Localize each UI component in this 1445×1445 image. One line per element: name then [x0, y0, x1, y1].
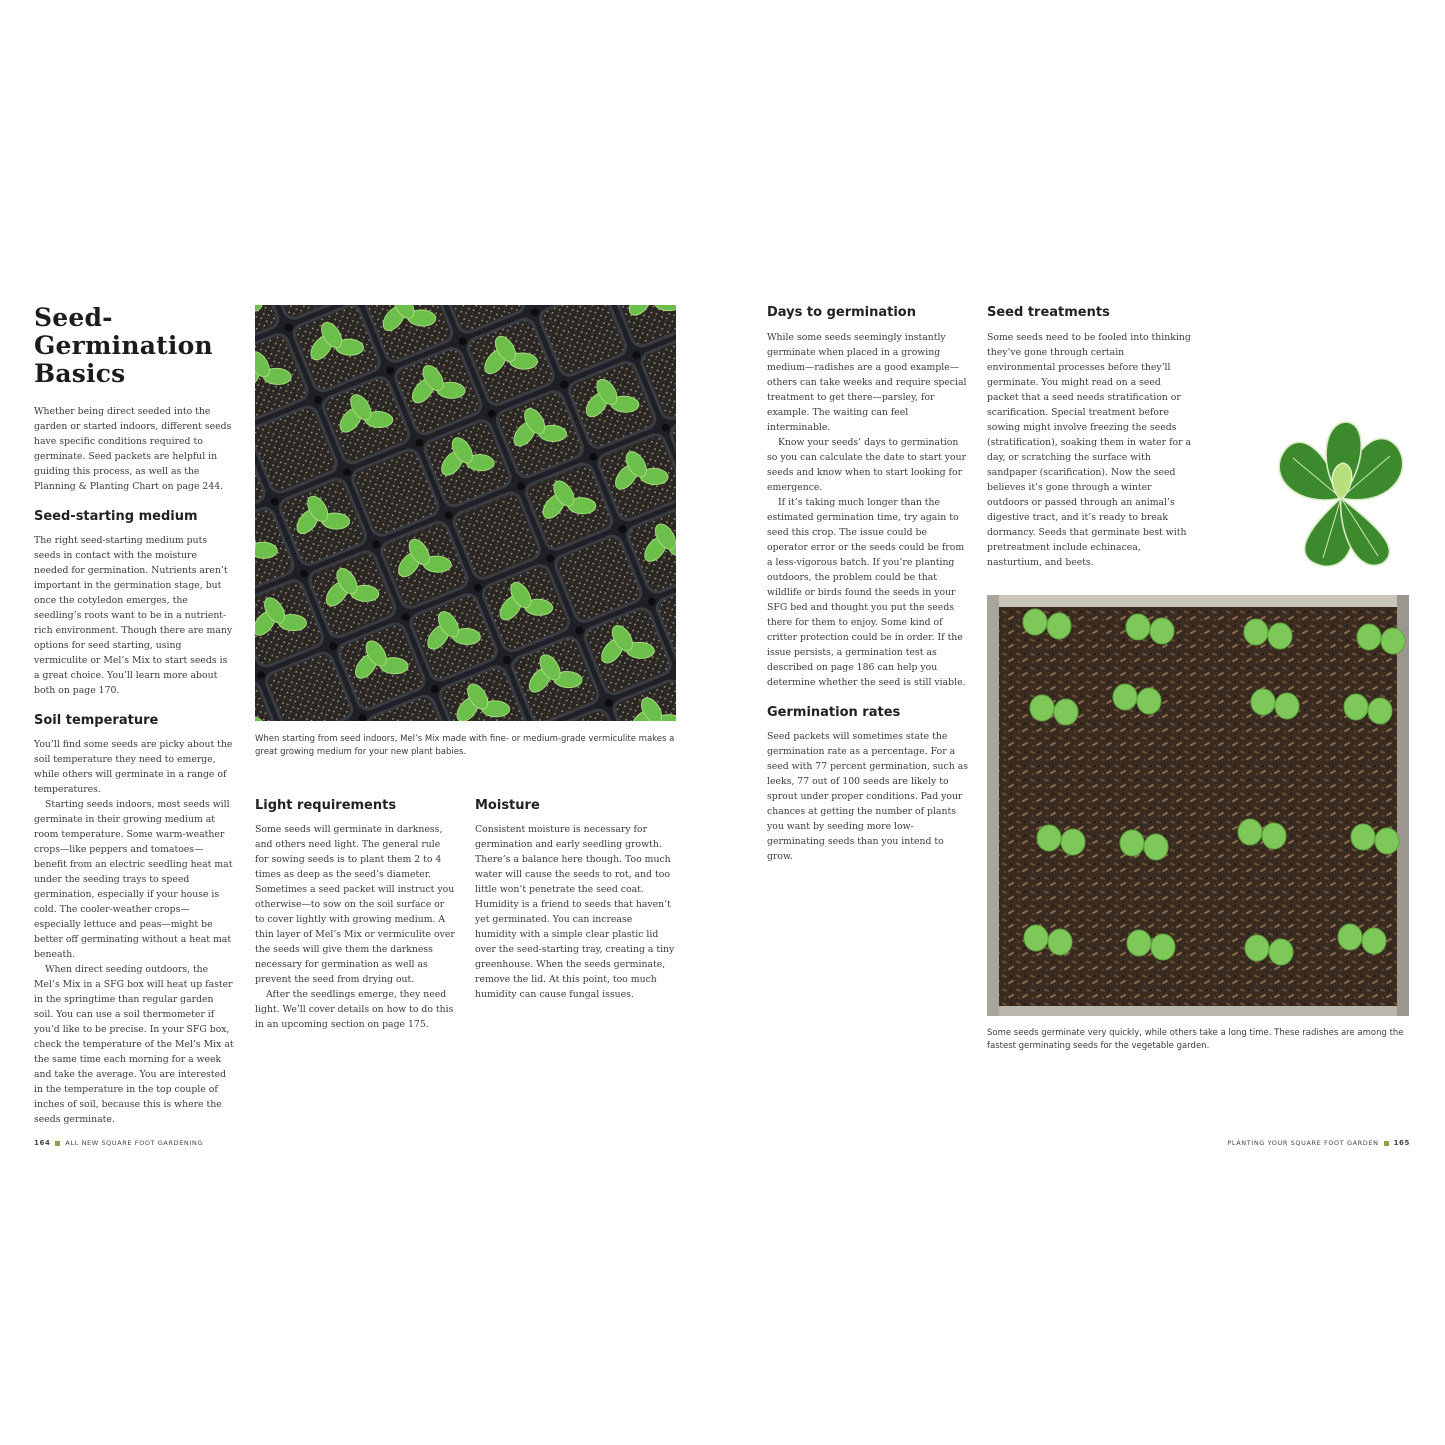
radish-leaf	[1362, 928, 1386, 954]
germination-rates-text: Seed packets will sometimes state the germination rate as a percentage. For a seed with 77 percent germination, such as leeks, 77 out of 100 seeds are likely to sprout under proper conditions. Pad your chances at getting the number of plants you want by seeding more low-germinating seeds than you intend to grow.	[767, 731, 969, 862]
heading-days-to-germination: Days to germination	[767, 305, 916, 320]
right-text-column-2	[987, 305, 1192, 570]
moisture-text: Consistent moisture is necessary for germination and early seedling growth. There’s a balance here though. Too much water will cause the seeds to rot, and too little won’t penetrate the seed coat. Humidity is a friend to seeds that haven’t yet germinated. You can increase humidity with a simple clear plastic lid over the seed-starting tray, creating a tiny greenhouse. When the seeds germinate, remove the lid. At this point, too much humidity can cause fungal issues.	[475, 824, 675, 1000]
radish-leaf	[1357, 624, 1381, 650]
heading-seed-starting-medium: Seed-starting medium	[34, 509, 198, 524]
heading-seed-treatments: Seed treatments	[987, 305, 1110, 320]
heading-light-requirements: Light requirements	[255, 798, 397, 813]
right-text-column-1	[767, 305, 970, 864]
soil-temperature-text: You’ll find some seeds are picky about the soil temperature they need to emerge, while others will germinate in a range of temperatures. Starting seeds indoors, most seeds will germinate in their growing medium at room temperature. Some warm-weather crops—like peppers and tomatoes—benefit from an electric seedling heat mat under the seeding trays to speed germination, especially if your house is cold. The cooler-weather crops—especially lettuce and peas—might be better off germinating without a heat mat beneath. When direct seeding outdoors, the Mel’s Mix in a SFG box will heat up faster in the springtime than regular garden soil. You can use a soil thermometer if you’d like to be precise. In your SFG box, check the temperature of the Mel’s Mix at the same time each morning for a week and take the average. You are interested in the temperature in the top couple of inches of soil, because this is where the seeds germinate.	[34, 739, 234, 1125]
intro-paragraph: Whether being direct seeded into the garden or started indoors, different seeds have specific conditions required to germinate. Seed packets are helpful in guiding this process, as well as the Planning & Planting Chart on page 244.	[34, 406, 232, 492]
heading-moisture: Moisture	[475, 798, 540, 813]
folio-square-icon	[55, 1141, 60, 1146]
left-folio	[34, 1139, 203, 1147]
light-requirements-text: Some seeds will germinate in darkness, and others need light. The general rule for sowing seeds is to plant them 2 to 4 times as deep as the seed’s diameter. Sometimes a seed packet will instruct you otherwise—to sow on the soil surface or to cover lightly with growing medium. A thin layer of Mel’s Mix or vermiculite over the seeds will give them the darkness necessary for germination as well as prevent the seed from drying out. After the seedlings emerge, they need light. We’ll cover details on how to do this in an upcoming section on page 175.	[255, 824, 455, 1030]
seed-tray-photo	[255, 305, 676, 721]
radish-leaf	[1351, 824, 1375, 850]
radish-leaf	[1338, 924, 1362, 950]
radish-leaf	[1023, 609, 1047, 635]
book-title-running-head: ALL NEW SQUARE FOOT GARDENING	[65, 1139, 203, 1147]
radish-leaf	[1127, 930, 1151, 956]
radish-leaf	[1037, 825, 1061, 851]
radish-bed-photo	[987, 595, 1409, 1016]
radish-leaf	[1381, 628, 1405, 654]
radish-leaf	[1061, 829, 1085, 855]
radish-leaf	[1245, 935, 1269, 961]
radish-leaf	[1120, 830, 1144, 856]
page-number-left: 164	[34, 1139, 51, 1147]
radish-leaf	[1054, 699, 1078, 725]
left-text-column	[34, 304, 234, 1127]
radish-leaf	[1126, 614, 1150, 640]
radish-leaf	[1368, 698, 1392, 724]
radish-leaf	[1269, 939, 1293, 965]
seedling-illustration	[1268, 418, 1414, 568]
radish-leaf	[1144, 834, 1168, 860]
radish-leaf	[1113, 684, 1137, 710]
seed-tray-caption: When starting from seed indoors, Mel’s Mix made with fine- or medium-grade vermiculite makes a great growing medium for your new plant babies.	[255, 734, 675, 757]
radish-leaf	[1275, 693, 1299, 719]
chapter-title-running-head: PLANTING YOUR SQUARE FOOT GARDEN	[1227, 1139, 1379, 1147]
right-folio	[1227, 1139, 1410, 1147]
radish-leaf	[1024, 925, 1048, 951]
radish-leaf	[1251, 689, 1275, 715]
radish-leaf	[1262, 823, 1286, 849]
radish-leaf	[1048, 929, 1072, 955]
folio-square-icon	[1384, 1141, 1389, 1146]
moisture-column	[475, 798, 676, 1002]
radish-leaf	[1150, 618, 1174, 644]
page-number-right: 165	[1393, 1139, 1410, 1147]
radish-leaf	[1151, 934, 1175, 960]
page-title: Seed- Germination Basics	[34, 303, 213, 388]
radish-leaf	[1344, 694, 1368, 720]
radish-leaf	[1238, 819, 1262, 845]
heading-soil-temperature: Soil temperature	[34, 713, 159, 728]
radish-leaf	[1375, 828, 1399, 854]
days-to-germination-text: While some seeds seemingly instantly germinate when placed in a growing medium—radishes are a good example—others can take weeks and require special treatment to get there—parsley, for example. The waiting can feel interminable. Know your seeds’ days to germination so you can calculate the date to start your seeds and know when to start looking for emergence. If it’s taking much longer than the estimated germination time, try again to seed this crop. The issue could be operator error or the seeds could be from a less-vigorous batch. If you’re planting outdoors, the problem could be that wildlife or birds found the seeds in your SFG bed and thought you put the seeds there for them to enjoy. Some kind of critter protection could be in order. If the issue persists, a germination test as described on page 186 can help you determine whether the seed is still viable.	[767, 332, 967, 688]
radish-leaf	[1047, 613, 1071, 639]
radish-leaf	[1030, 695, 1054, 721]
radish-leaf	[1268, 623, 1292, 649]
heading-germination-rates: Germination rates	[767, 705, 901, 720]
seed-treatments-text: Some seeds need to be fooled into thinking they’ve gone through certain environmental processes before they’ll germinate. You might read on a seed packet that a seed needs stratification or scarification. Special treatment before sowing might involve freezing the seeds (stratification), soaking them in water for a day, or scratching the surface with sandpaper (scarification). Now the seed believes it’s gone through a winter outdoors or passed through an animal’s digestive tract, and it’s ready to break dormancy. Seeds that germinate best with pretreatment include echinacea, nasturtium, and beets.	[987, 332, 1192, 568]
radish-leaf	[1137, 688, 1161, 714]
light-requirements-column	[255, 798, 455, 1032]
radish-leaf	[1244, 619, 1268, 645]
seed-starting-medium-text: The right seed-starting medium puts seeds in contact with the moisture needed for germination. Nutrients aren’t important in the germination stage, but once the cotyledon emerges, the seedling’s roots want to be in a nutrient-rich environment. Though there are many options for seed starting, using vermiculite or Mel’s Mix to start seeds is a great choice. You’ll learn more about both on page 170.	[34, 535, 233, 696]
radish-bed-caption: Some seeds germinate very quickly, while others take a long time. These radishes are among the fastest germinating seeds for the vegetable garden.	[987, 1028, 1404, 1051]
